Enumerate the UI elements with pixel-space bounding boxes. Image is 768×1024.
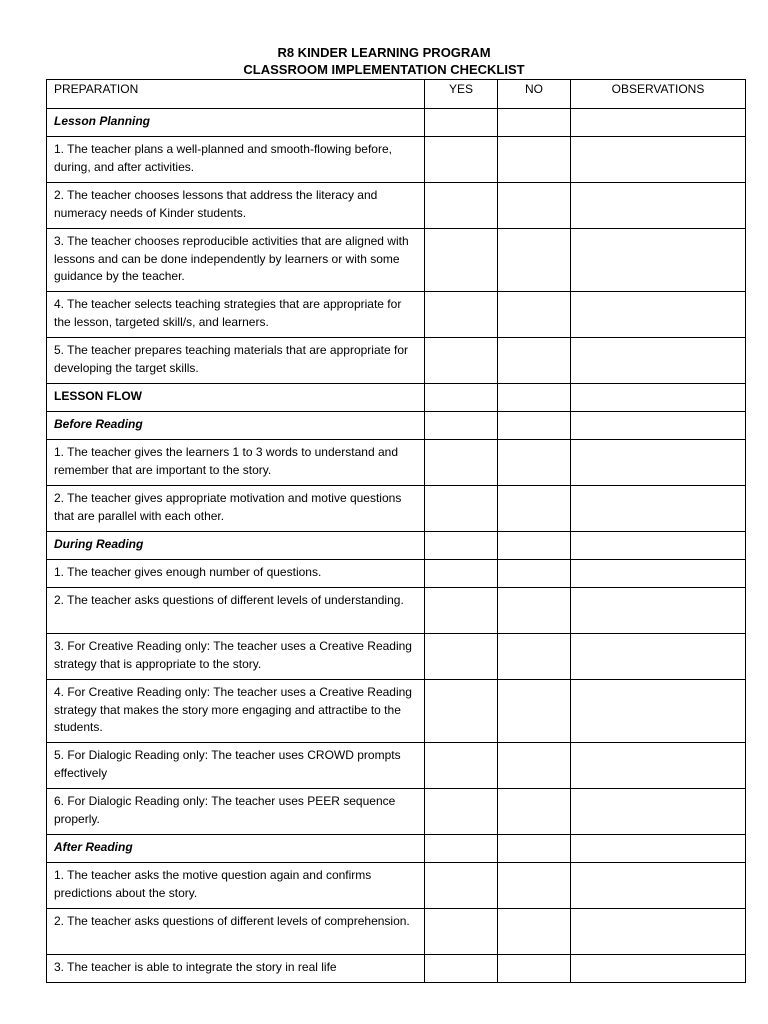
table-row [47, 743, 746, 789]
observations-cell[interactable] [571, 560, 746, 588]
observations-cell[interactable] [571, 109, 746, 137]
table-row [47, 137, 746, 183]
checklist-item-text: 1. The teacher asks the motive question again and confirms predictions about the story. [47, 863, 425, 909]
checklist-item-text: 5. For Dialogic Reading only: The teacher uses CROWD prompts effectively [47, 743, 425, 789]
table-row [47, 292, 746, 338]
yes-cell[interactable] [425, 440, 498, 486]
observations-cell[interactable] [571, 743, 746, 789]
no-cell[interactable] [498, 292, 571, 338]
subsection-label: During Reading [47, 532, 425, 560]
table-row [47, 634, 746, 680]
program-title: R8 KINDER LEARNING PROGRAM [277, 45, 491, 60]
no-cell[interactable] [498, 384, 571, 412]
no-cell[interactable] [498, 560, 571, 588]
observations-cell[interactable] [571, 909, 746, 955]
table-row [47, 183, 746, 229]
no-cell[interactable] [498, 137, 571, 183]
checklist-item-text: 1. The teacher plans a well-planned and smooth-flowing before, during, and after activities. [47, 137, 425, 183]
no-cell[interactable] [498, 440, 571, 486]
checklist-item-text: 3. For Creative Reading only: The teacher uses a Creative Reading strategy that is appropriate to the story. [47, 634, 425, 680]
subsection-label: Lesson Planning [47, 109, 425, 137]
yes-cell[interactable] [425, 137, 498, 183]
no-cell[interactable] [498, 486, 571, 532]
yes-cell[interactable] [425, 292, 498, 338]
no-cell[interactable] [498, 109, 571, 137]
observations-cell[interactable] [571, 292, 746, 338]
yes-cell[interactable] [425, 789, 498, 835]
checklist-item-text: 2. The teacher gives appropriate motivation and motive questions that are parallel with each other. [47, 486, 425, 532]
yes-cell[interactable] [425, 338, 498, 384]
observations-cell[interactable] [571, 863, 746, 909]
no-cell[interactable] [498, 743, 571, 789]
observations-cell[interactable] [571, 955, 746, 983]
no-cell[interactable] [498, 412, 571, 440]
yes-cell[interactable] [425, 384, 498, 412]
observations-cell[interactable] [571, 486, 746, 532]
checklist-item-text: 6. For Dialogic Reading only: The teacher uses PEER sequence properly. [47, 789, 425, 835]
subsection-label: Before Reading [47, 412, 425, 440]
observations-cell[interactable] [571, 588, 746, 634]
observations-cell[interactable] [571, 384, 746, 412]
observations-cell[interactable] [571, 229, 746, 292]
no-cell[interactable] [498, 588, 571, 634]
yes-cell[interactable] [425, 532, 498, 560]
table-row [47, 789, 746, 835]
subsection-row [47, 109, 746, 137]
section-label: LESSON FLOW [47, 384, 425, 412]
checklist-item-text: 2. The teacher asks questions of different levels of understanding. [47, 588, 425, 634]
subsection-row [47, 412, 746, 440]
yes-cell[interactable] [425, 560, 498, 588]
yes-cell[interactable] [425, 109, 498, 137]
observations-cell[interactable] [571, 789, 746, 835]
yes-cell[interactable] [425, 835, 498, 863]
table-header-row [47, 80, 746, 109]
no-cell[interactable] [498, 634, 571, 680]
table-row [47, 863, 746, 909]
header-no: NO [498, 80, 571, 109]
no-cell[interactable] [498, 338, 571, 384]
yes-cell[interactable] [425, 183, 498, 229]
observations-cell[interactable] [571, 183, 746, 229]
table-row [47, 560, 746, 588]
no-cell[interactable] [498, 183, 571, 229]
checklist-item-text: 2. The teacher chooses lessons that address the literacy and numeracy needs of Kinder students. [47, 183, 425, 229]
subsection-row [47, 835, 746, 863]
checklist-item-text: 4. The teacher selects teaching strategies that are appropriate for the lesson, targeted skill/s, and learners. [47, 292, 425, 338]
table-row [47, 955, 746, 983]
table-row [47, 588, 746, 634]
yes-cell[interactable] [425, 743, 498, 789]
observations-cell[interactable] [571, 338, 746, 384]
table-row [47, 440, 746, 486]
checklist-item-text: 1. The teacher gives enough number of questions. [47, 560, 425, 588]
checklist-item-text: 1. The teacher gives the learners 1 to 3 words to understand and remember that are important to the story. [47, 440, 425, 486]
yes-cell[interactable] [425, 909, 498, 955]
observations-cell[interactable] [571, 137, 746, 183]
header-observations: OBSERVATIONS [571, 80, 746, 109]
document-title-block [0, 44, 768, 78]
checklist-item-text: 2. The teacher asks questions of different levels of comprehension. [47, 909, 425, 955]
subsection-row [47, 532, 746, 560]
no-cell[interactable] [498, 680, 571, 743]
checklist-item-text: 3. The teacher chooses reproducible activities that are aligned with lessons and can be done independently by learners or with some guidance by the teacher. [47, 229, 425, 292]
observations-cell[interactable] [571, 532, 746, 560]
yes-cell[interactable] [425, 486, 498, 532]
checklist-item-text: 5. The teacher prepares teaching materials that are appropriate for developing the target skills. [47, 338, 425, 384]
observations-cell[interactable] [571, 440, 746, 486]
no-cell[interactable] [498, 789, 571, 835]
table-row [47, 909, 746, 955]
table-row [47, 338, 746, 384]
table-row [47, 680, 746, 743]
section-row [47, 384, 746, 412]
observations-cell[interactable] [571, 634, 746, 680]
yes-cell[interactable] [425, 229, 498, 292]
checklist-item-text: 4. For Creative Reading only: The teacher uses a Creative Reading strategy that makes the story more engaging and attractibe to the students. [47, 680, 425, 743]
yes-cell[interactable] [425, 634, 498, 680]
header-yes: YES [425, 80, 498, 109]
table-row [47, 229, 746, 292]
yes-cell[interactable] [425, 680, 498, 743]
yes-cell[interactable] [425, 412, 498, 440]
observations-cell[interactable] [571, 680, 746, 743]
no-cell[interactable] [498, 835, 571, 863]
observations-cell[interactable] [571, 412, 746, 440]
yes-cell[interactable] [425, 863, 498, 909]
observations-cell[interactable] [571, 835, 746, 863]
yes-cell[interactable] [425, 955, 498, 983]
subsection-label: After Reading [47, 835, 425, 863]
table-row [47, 486, 746, 532]
checklist-title: CLASSROOM IMPLEMENTATION CHECKLIST [243, 62, 525, 77]
header-preparation: PREPARATION [47, 80, 425, 109]
yes-cell[interactable] [425, 588, 498, 634]
checklist-item-text: 3. The teacher is able to integrate the story in real life [47, 955, 425, 983]
no-cell[interactable] [498, 229, 571, 292]
no-cell[interactable] [498, 909, 571, 955]
no-cell[interactable] [498, 863, 571, 909]
no-cell[interactable] [498, 955, 571, 983]
no-cell[interactable] [498, 532, 571, 560]
checklist-table [46, 79, 746, 983]
